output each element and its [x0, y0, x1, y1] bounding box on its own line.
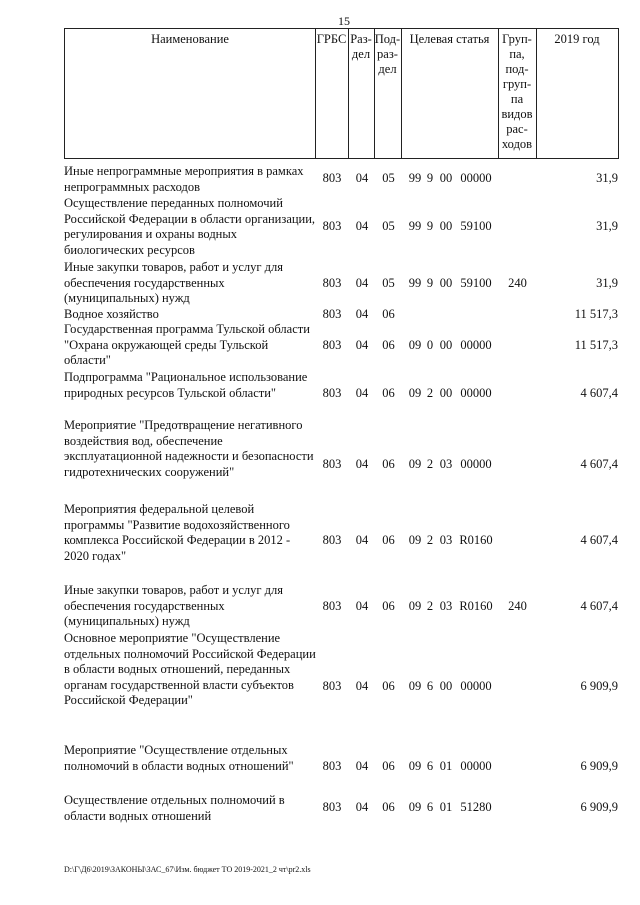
row-grbs: 803: [322, 800, 342, 814]
row-podrazdel: 06: [382, 307, 395, 321]
row-podrazdel: 06: [382, 533, 395, 547]
row-target-1: 99: [408, 276, 422, 290]
row-target-2: 0: [426, 338, 434, 352]
row-razdel: 04: [355, 457, 369, 471]
row-target-1: 09: [408, 759, 422, 773]
row-target-3: 03: [439, 533, 453, 547]
row-target-3: 03: [439, 457, 453, 471]
row-razdel: 04: [355, 533, 369, 547]
header-razdel: Раз- дел: [348, 28, 375, 159]
row-target-3: 00: [439, 276, 453, 290]
header-year: 2019 год: [536, 28, 619, 159]
row-grbs: 803: [322, 457, 342, 471]
row-podrazdel: 05: [382, 276, 395, 290]
row-target-1: 99: [408, 171, 422, 185]
row-target-4: 00000: [460, 338, 492, 352]
row-grbs: 803: [322, 219, 342, 233]
row-podrazdel: 06: [382, 679, 395, 693]
row-target-1: 09: [408, 533, 422, 547]
page-number: 15: [338, 14, 350, 28]
row-grbs: 803: [322, 386, 342, 400]
row-amount: 31,9: [596, 219, 618, 233]
header-target: Целевая статья: [401, 28, 499, 159]
row-target-1: 09: [408, 599, 422, 613]
row-amount: 4 607,4: [580, 386, 618, 400]
row-razdel: 04: [355, 276, 369, 290]
row-amount: 4 607,4: [580, 457, 618, 471]
row-razdel: 04: [355, 679, 369, 693]
row-target-4: 59100: [460, 276, 492, 290]
row-name: Осуществление отдельных полномочий в области водных отношений: [64, 793, 285, 823]
row-target-3: 01: [439, 759, 453, 773]
row-target-2: 9: [426, 276, 434, 290]
row-target-2: 2: [426, 599, 434, 613]
row-grbs: 803: [322, 171, 342, 185]
row-target-3: 00: [439, 679, 453, 693]
row-target-2: 6: [426, 759, 434, 773]
row-target-4: 00000: [460, 679, 492, 693]
row-target-3: 00: [439, 219, 453, 233]
row-target-1: 09: [408, 457, 422, 471]
row-grbs: 803: [322, 533, 342, 547]
row-razdel: 04: [355, 759, 369, 773]
row-name: Мероприятия федеральной целевой программы "Развитие водохозяйственного комплекса Российской Федерации в 2012 - 2020 годах": [64, 502, 291, 563]
row-name: Иные непрограммные мероприятия в рамках непрограммных расходов: [64, 164, 304, 194]
row-amount: 4 607,4: [580, 599, 618, 613]
row-name: Иные закупки товаров, работ и услуг для обеспечения государственных (муниципальных) нужд: [64, 583, 284, 628]
row-amount: 6 909,9: [580, 759, 618, 773]
row-podrazdel: 06: [382, 457, 395, 471]
row-target-3: 01: [439, 800, 453, 814]
row-name: Водное хозяйство: [64, 307, 159, 321]
row-target-2: 9: [426, 219, 434, 233]
row-name: Основное мероприятие "Осуществление отдельных полномочий Российской Федерации в области водных отношений, переданных органам государственной власти субъектов Российской Федерации": [64, 631, 316, 707]
row-podrazdel: 06: [382, 800, 395, 814]
row-target-2: 2: [426, 457, 434, 471]
row-grbs: 803: [322, 679, 342, 693]
header-group: Груп- па, под- груп- па видов рас- ходов: [498, 28, 537, 159]
row-podrazdel: 06: [382, 386, 395, 400]
row-target-4: 00000: [460, 457, 492, 471]
row-target-3: 00: [439, 171, 453, 185]
row-amount: 31,9: [596, 171, 618, 185]
row-target-2: 6: [426, 800, 434, 814]
row-target-4: 00000: [460, 759, 492, 773]
row-razdel: 04: [355, 338, 369, 352]
row-grbs: 803: [322, 759, 342, 773]
header-grbs: ГРБС: [315, 28, 349, 159]
row-name: Государственная программа Тульской области "Охрана окружающей среды Тульской области": [64, 322, 310, 367]
row-target-1: 09: [408, 800, 422, 814]
row-amount: 11 517,3: [574, 338, 618, 352]
row-amount: 31,9: [596, 276, 618, 290]
row-target-2: 6: [426, 679, 434, 693]
row-group: 240: [508, 276, 527, 290]
row-razdel: 04: [355, 219, 369, 233]
row-razdel: 04: [355, 800, 369, 814]
row-target-1: 99: [408, 219, 422, 233]
row-target-3: 00: [439, 338, 453, 352]
row-grbs: 803: [322, 307, 342, 321]
file-path-footer: D:\Г\Д6\2019\ЗАКОНЫ\ЗАС_67\Изм. бюджет ТО 2019-2021_2 чт\pr2.xls: [64, 865, 311, 874]
row-target-4: 00000: [460, 386, 492, 400]
row-podrazdel: 06: [382, 599, 395, 613]
row-group: 240: [508, 599, 527, 613]
row-name: Иные закупки товаров, работ и услуг для обеспечения государственных (муниципальных) нужд: [64, 260, 284, 305]
row-name: Мероприятие "Предотвращение негативного воздействия вод, обеспечение эксплуатационной надежности и безопасности гидротехнических сооружений": [64, 418, 314, 479]
row-amount: 11 517,3: [574, 307, 618, 321]
row-target-3: 03: [439, 599, 453, 613]
row-grbs: 803: [322, 599, 342, 613]
row-razdel: 04: [355, 599, 369, 613]
row-target-1: 09: [408, 338, 422, 352]
row-name: Мероприятие "Осуществление отдельных полномочий в области водных отношений": [64, 743, 294, 773]
row-name: Осуществление переданных полномочий Российской Федерации в области организации, регулирования и охраны водных биологических ресурсов: [64, 196, 316, 257]
row-target-1: 09: [408, 386, 422, 400]
row-razdel: 04: [355, 307, 369, 321]
header-podrazdel: Под- раз- дел: [374, 28, 402, 159]
row-name: Подпрограмма "Рациональное использование природных ресурсов Тульской области": [64, 370, 308, 400]
row-target-4: 59100: [460, 219, 492, 233]
row-grbs: 803: [322, 338, 342, 352]
row-podrazdel: 05: [382, 219, 395, 233]
row-razdel: 04: [355, 386, 369, 400]
row-podrazdel: 05: [382, 171, 395, 185]
row-grbs: 803: [322, 276, 342, 290]
row-amount: 6 909,9: [580, 679, 618, 693]
row-amount: 6 909,9: [580, 800, 618, 814]
row-amount: 4 607,4: [580, 533, 618, 547]
row-target-4: R0160: [459, 599, 493, 613]
header-name: Наименование: [64, 28, 316, 159]
row-podrazdel: 06: [382, 759, 395, 773]
row-target-1: 09: [408, 679, 422, 693]
row-target-4: 00000: [460, 171, 492, 185]
row-razdel: 04: [355, 171, 369, 185]
row-target-4: R0160: [459, 533, 493, 547]
row-target-2: 2: [426, 533, 434, 547]
row-target-2: 9: [426, 171, 434, 185]
row-target-2: 2: [426, 386, 434, 400]
row-target-4: 51280: [460, 800, 492, 814]
row-podrazdel: 06: [382, 338, 395, 352]
row-target-3: 00: [439, 386, 453, 400]
